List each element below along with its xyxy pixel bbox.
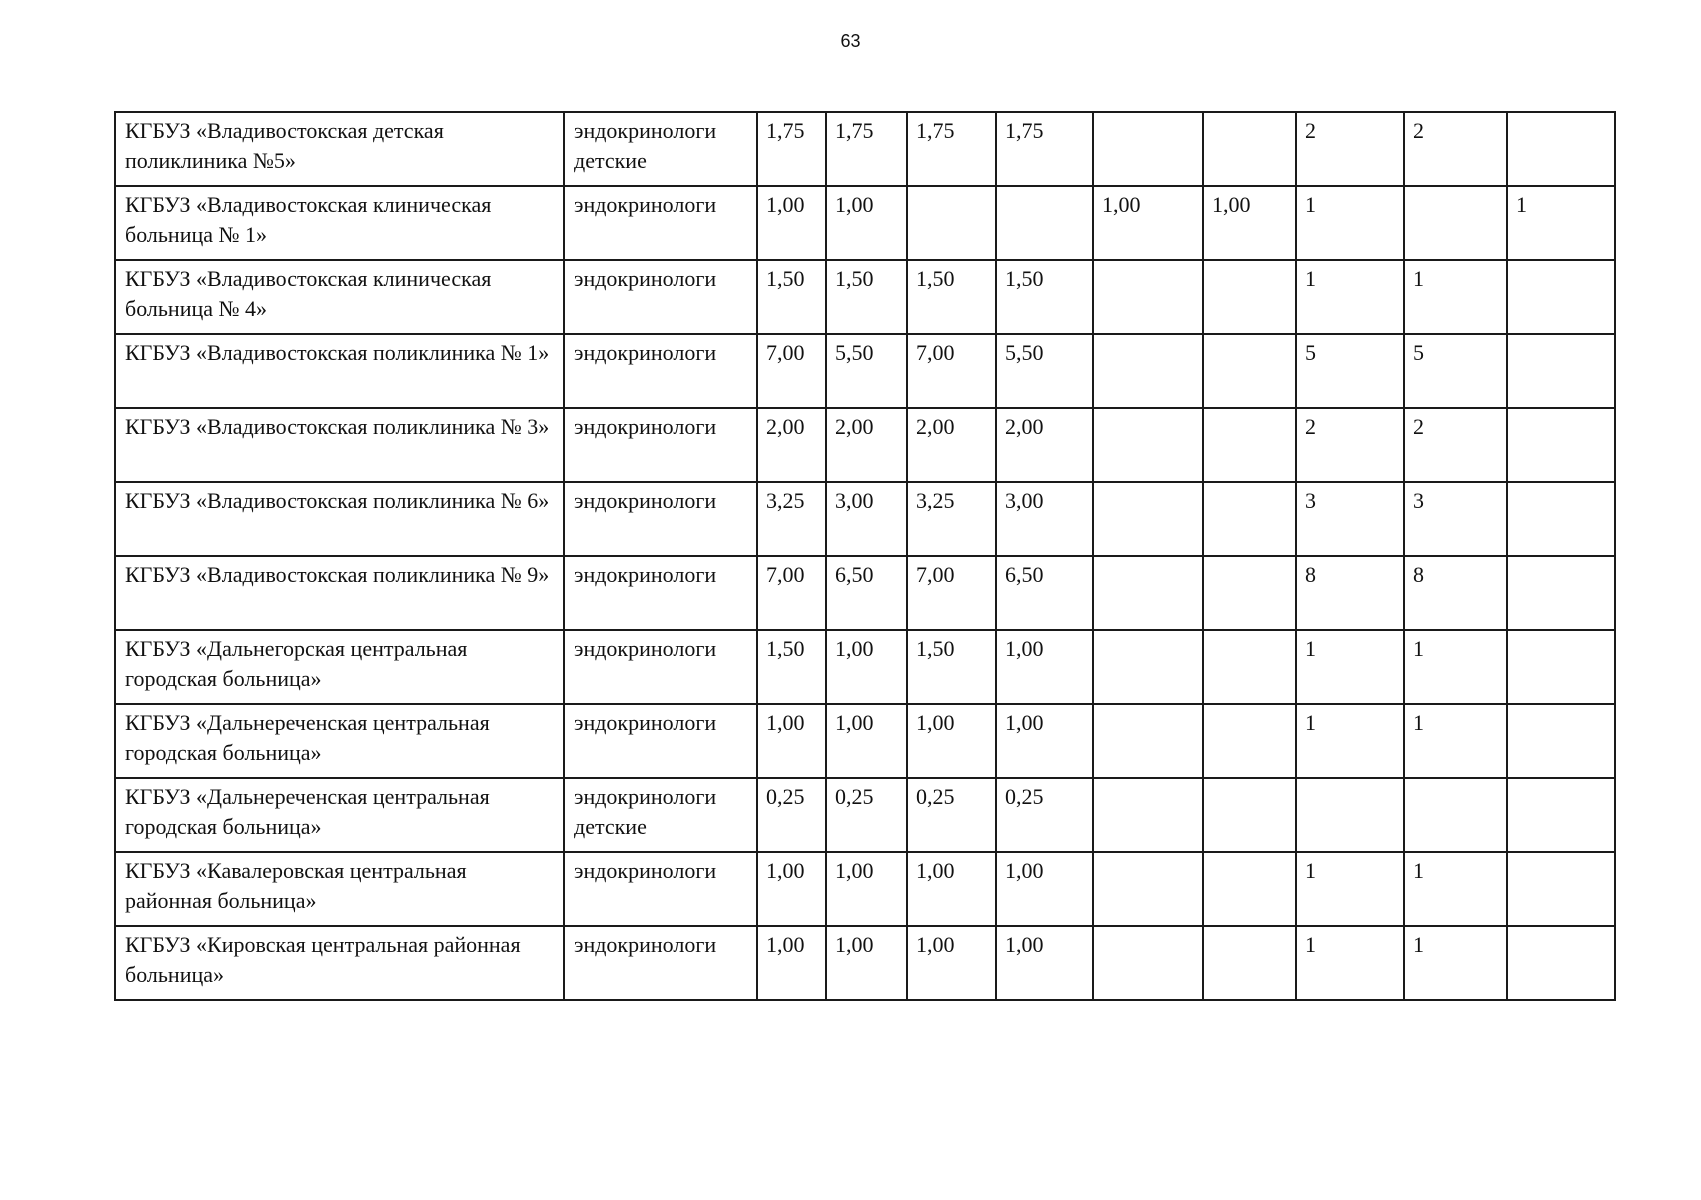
- cell-value-1: 2,00: [757, 408, 826, 482]
- cell-organization: КГБУЗ «Владивостокская поликлиника № 3»: [115, 408, 564, 482]
- table-row: [115, 408, 1615, 482]
- cell-value-7: 8: [1296, 556, 1404, 630]
- cell-organization: КГБУЗ «Дальнереченская центральная городская больница»: [115, 704, 564, 778]
- table-row: [115, 482, 1615, 556]
- cell-value-6: [1203, 778, 1296, 852]
- cell-value-5: [1093, 630, 1203, 704]
- cell-value-1: 1,00: [757, 704, 826, 778]
- cell-value-3: 1,00: [907, 704, 996, 778]
- cell-specialty: эндокринологи: [564, 408, 757, 482]
- cell-value-9: [1507, 926, 1615, 1000]
- cell-value-1: 0,25: [757, 778, 826, 852]
- cell-value-2: 1,00: [826, 852, 907, 926]
- cell-specialty: эндокринологи: [564, 704, 757, 778]
- cell-value-4: 1,00: [996, 926, 1093, 1000]
- cell-value-7: 1: [1296, 260, 1404, 334]
- cell-specialty: эндокринологи: [564, 926, 757, 1000]
- cell-value-8: 2: [1404, 112, 1507, 186]
- cell-value-3: 3,25: [907, 482, 996, 556]
- cell-organization: КГБУЗ «Кавалеровская центральная районная больница»: [115, 852, 564, 926]
- cell-value-7: 1: [1296, 926, 1404, 1000]
- cell-value-4: 1,00: [996, 630, 1093, 704]
- cell-organization: КГБУЗ «Владивостокская поликлиника № 1»: [115, 334, 564, 408]
- cell-value-8: 1: [1404, 704, 1507, 778]
- cell-value-9: [1507, 556, 1615, 630]
- cell-value-1: 1,00: [757, 926, 826, 1000]
- cell-specialty: эндокринологи: [564, 260, 757, 334]
- cell-value-5: [1093, 482, 1203, 556]
- cell-value-6: [1203, 704, 1296, 778]
- table-row: [115, 186, 1615, 260]
- cell-value-6: [1203, 926, 1296, 1000]
- cell-value-3: 1,75: [907, 112, 996, 186]
- cell-value-4: 5,50: [996, 334, 1093, 408]
- cell-value-1: 1,00: [757, 852, 826, 926]
- cell-value-5: [1093, 926, 1203, 1000]
- cell-value-9: [1507, 112, 1615, 186]
- cell-value-8: 1: [1404, 926, 1507, 1000]
- cell-value-7: 1: [1296, 704, 1404, 778]
- table-row: [115, 334, 1615, 408]
- cell-value-6: [1203, 112, 1296, 186]
- cell-value-6: [1203, 852, 1296, 926]
- cell-value-8: [1404, 778, 1507, 852]
- table-row: [115, 852, 1615, 926]
- cell-value-5: [1093, 778, 1203, 852]
- cell-value-8: 8: [1404, 556, 1507, 630]
- cell-value-5: [1093, 704, 1203, 778]
- cell-value-4: 1,50: [996, 260, 1093, 334]
- cell-value-8: 1: [1404, 630, 1507, 704]
- cell-value-5: [1093, 260, 1203, 334]
- cell-value-4: 6,50: [996, 556, 1093, 630]
- cell-value-5: [1093, 556, 1203, 630]
- cell-value-5: [1093, 112, 1203, 186]
- cell-value-7: 2: [1296, 408, 1404, 482]
- cell-organization: КГБУЗ «Дальнереченская центральная городская больница»: [115, 778, 564, 852]
- cell-value-3: 0,25: [907, 778, 996, 852]
- cell-value-3: 1,00: [907, 926, 996, 1000]
- cell-specialty: эндокринологи: [564, 186, 757, 260]
- cell-value-9: [1507, 260, 1615, 334]
- cell-value-3: 1,00: [907, 852, 996, 926]
- cell-specialty: эндокринологи детские: [564, 778, 757, 852]
- cell-value-1: 1,75: [757, 112, 826, 186]
- cell-value-3: 1,50: [907, 260, 996, 334]
- cell-value-7: [1296, 778, 1404, 852]
- table-row: [115, 556, 1615, 630]
- cell-value-2: 2,00: [826, 408, 907, 482]
- cell-organization: КГБУЗ «Владивостокская клиническая больница № 1»: [115, 186, 564, 260]
- cell-value-9: [1507, 482, 1615, 556]
- cell-value-4: 1,00: [996, 704, 1093, 778]
- cell-value-9: [1507, 334, 1615, 408]
- cell-value-9: 1: [1507, 186, 1615, 260]
- cell-value-6: [1203, 630, 1296, 704]
- cell-value-9: [1507, 778, 1615, 852]
- table-row: [115, 112, 1615, 186]
- cell-specialty: эндокринологи: [564, 630, 757, 704]
- cell-organization: КГБУЗ «Владивостокская клиническая больница № 4»: [115, 260, 564, 334]
- cell-specialty: эндокринологи детские: [564, 112, 757, 186]
- cell-value-2: 1,00: [826, 630, 907, 704]
- table-row: [115, 630, 1615, 704]
- cell-organization: КГБУЗ «Владивостокская поликлиника № 6»: [115, 482, 564, 556]
- cell-value-7: 2: [1296, 112, 1404, 186]
- cell-value-7: 1: [1296, 852, 1404, 926]
- cell-value-6: [1203, 482, 1296, 556]
- cell-value-2: 1,00: [826, 926, 907, 1000]
- table-row: [115, 260, 1615, 334]
- table-row: [115, 704, 1615, 778]
- cell-value-3: 7,00: [907, 334, 996, 408]
- cell-organization: КГБУЗ «Владивостокская поликлиника № 9»: [115, 556, 564, 630]
- cell-value-2: 1,00: [826, 186, 907, 260]
- cell-value-4: 3,00: [996, 482, 1093, 556]
- cell-value-9: [1507, 852, 1615, 926]
- cell-value-6: [1203, 556, 1296, 630]
- cell-value-4: 1,00: [996, 852, 1093, 926]
- cell-value-1: 1,50: [757, 630, 826, 704]
- cell-value-3: [907, 186, 996, 260]
- cell-value-1: 3,25: [757, 482, 826, 556]
- cell-value-7: 5: [1296, 334, 1404, 408]
- cell-value-5: [1093, 852, 1203, 926]
- cell-value-8: 1: [1404, 260, 1507, 334]
- cell-value-6: [1203, 260, 1296, 334]
- cell-value-9: [1507, 408, 1615, 482]
- cell-value-2: 5,50: [826, 334, 907, 408]
- cell-value-8: 2: [1404, 408, 1507, 482]
- cell-specialty: эндокринологи: [564, 556, 757, 630]
- cell-value-5: [1093, 408, 1203, 482]
- cell-value-3: 2,00: [907, 408, 996, 482]
- cell-organization: КГБУЗ «Кировская центральная районная больница»: [115, 926, 564, 1000]
- cell-value-2: 1,00: [826, 704, 907, 778]
- cell-value-2: 6,50: [826, 556, 907, 630]
- cell-value-5: [1093, 334, 1203, 408]
- cell-value-4: 1,75: [996, 112, 1093, 186]
- cell-value-4: [996, 186, 1093, 260]
- cell-specialty: эндокринологи: [564, 852, 757, 926]
- cell-value-7: 3: [1296, 482, 1404, 556]
- cell-value-9: [1507, 704, 1615, 778]
- cell-value-8: 1: [1404, 852, 1507, 926]
- cell-value-4: 2,00: [996, 408, 1093, 482]
- cell-value-8: 3: [1404, 482, 1507, 556]
- cell-value-3: 1,50: [907, 630, 996, 704]
- cell-value-4: 0,25: [996, 778, 1093, 852]
- table-body: [115, 112, 1615, 1000]
- table-row: [115, 778, 1615, 852]
- cell-value-2: 0,25: [826, 778, 907, 852]
- cell-value-6: [1203, 334, 1296, 408]
- cell-value-2: 1,75: [826, 112, 907, 186]
- cell-value-3: 7,00: [907, 556, 996, 630]
- cell-value-2: 3,00: [826, 482, 907, 556]
- cell-value-6: [1203, 408, 1296, 482]
- cell-value-2: 1,50: [826, 260, 907, 334]
- cell-value-5: 1,00: [1093, 186, 1203, 260]
- cell-value-6: 1,00: [1203, 186, 1296, 260]
- cell-value-1: 7,00: [757, 556, 826, 630]
- cell-value-1: 1,00: [757, 186, 826, 260]
- cell-organization: КГБУЗ «Дальнегорская центральная городская больница»: [115, 630, 564, 704]
- cell-value-9: [1507, 630, 1615, 704]
- cell-specialty: эндокринологи: [564, 482, 757, 556]
- page-number: 63: [840, 31, 861, 51]
- cell-specialty: эндокринологи: [564, 334, 757, 408]
- cell-organization: КГБУЗ «Владивостокская детская поликлиника №5»: [115, 112, 564, 186]
- table-row: [115, 926, 1615, 1000]
- cell-value-8: [1404, 186, 1507, 260]
- cell-value-1: 1,50: [757, 260, 826, 334]
- cell-value-1: 7,00: [757, 334, 826, 408]
- cell-value-8: 5: [1404, 334, 1507, 408]
- cell-value-7: 1: [1296, 186, 1404, 260]
- staffing-table: [114, 111, 1616, 1001]
- cell-value-7: 1: [1296, 630, 1404, 704]
